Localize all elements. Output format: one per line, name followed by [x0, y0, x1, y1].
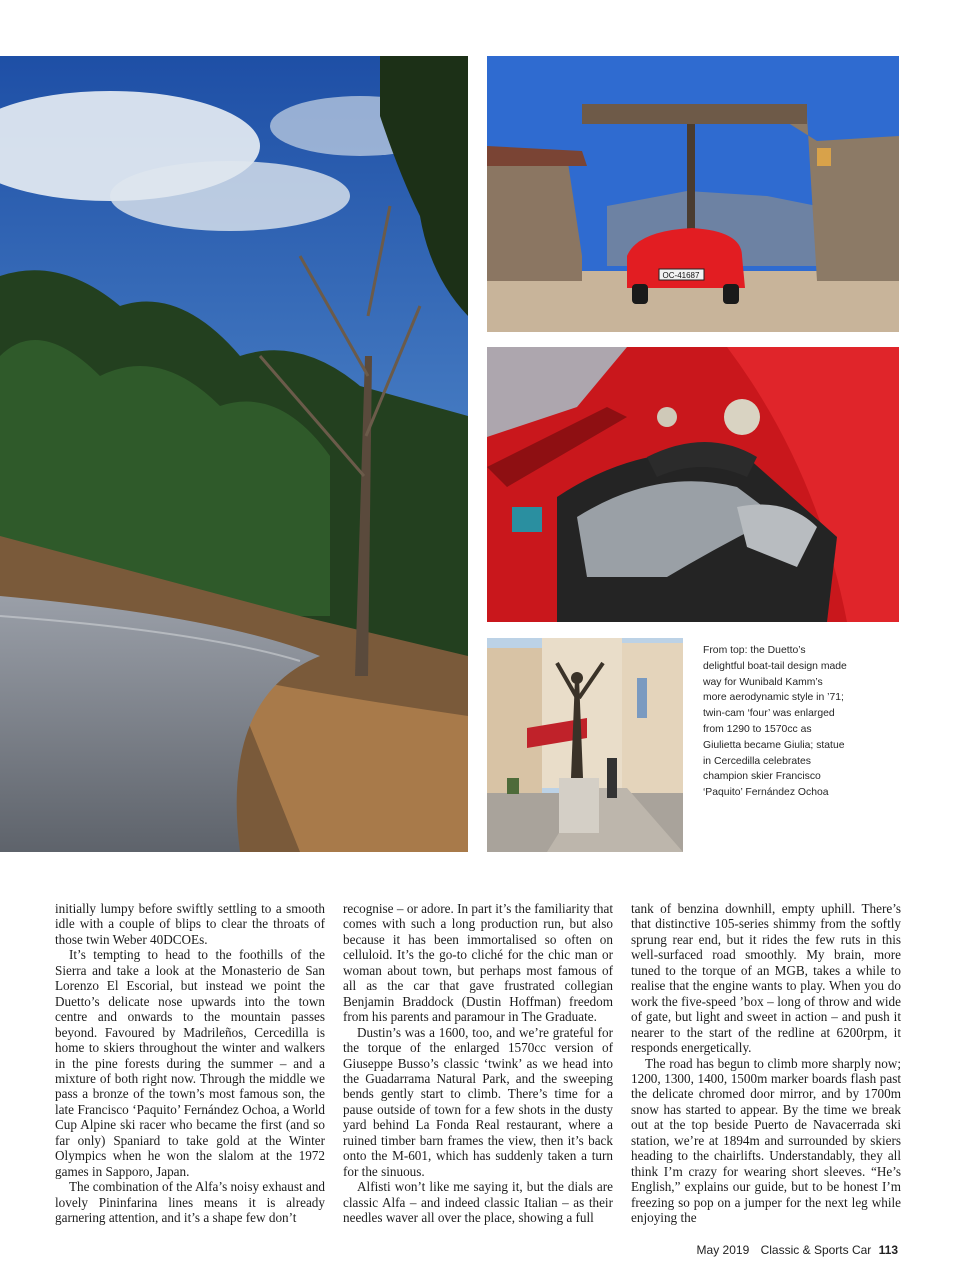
engine-photo-art — [487, 347, 899, 622]
body-paragraph: It’s tempting to head to the foothills of the Sierra and take a look at the Monasterio de San Lorenzo El Escorial, but instead we point the Duetto’s delicate nose upwards into the town centre and onwards to the mountain passes beyond. Favoured by Madrileños, Cercedilla is home to skiers throughout the winter and walkers in the pine forests during the summer – and a mixture of both right now. Through the middle we pass a bronze of the town’s most famous son, the late Francisco ‘Paquito’ Fernández Ochoa, a World Cup Alpine ski racer who became the first (and so far only) Spaniard to take gold at the Winter Olympics when he won the slalom at the 1972 games in Sapporo, Japan. — [55, 947, 325, 1179]
body-paragraph: Alfisti won’t like me saying it, but the dials are classic Alfa – and indeed classic Italian – as their needles waver all over the place, showing a full — [343, 1179, 613, 1226]
footer-issue-date: May 2019 — [696, 1243, 750, 1257]
car-photo — [487, 56, 899, 332]
text-column-3 — [631, 901, 901, 1226]
body-paragraph: initially lumpy before swiftly settling to a smooth idle with a couple of blips to clear the throats of those twin Weber 40DCOEs. — [55, 901, 325, 947]
car-photo-art — [487, 56, 899, 332]
footer-magazine-name: Classic & Sports Car — [760, 1243, 872, 1257]
license-plate: OC-41687 — [662, 271, 700, 280]
engine-photo — [487, 347, 899, 622]
body-paragraph: The road has begun to climb more sharply now; 1200, 1300, 1400, 1500m marker boards flash past the delicate chromed door mirror, and by 1700m snow has started to appear. By the time we break out at the top beside Puerto de Navacerrada ski station, we’re at 1894m and surrounded by skiers heading to the chairlifts. Understandably, they all think I’m crazy for wearing short sleeves. “He’s English,” explains our guide, but to be honest I’m freezing so pop on a jumper for the next leg while enjoying the — [631, 1055, 901, 1226]
statue-photo — [487, 638, 683, 852]
body-paragraph: Dustin’s was a 1600, too, and we’re grateful for the torque of the enlarged 1570cc version of Giuseppe Busso’s classic ‘twink’ as we head into the Guadarrama Natural Park, and the sweeping bends gently start to climb. There’s time for a pause outside of town for a few shots in the dusty yard behind La Fonda Real restaurant, where a ruined timber barn frames the view, then it’s back onto the M-601, which has suddenly taken a turn for the sinuous. — [343, 1024, 613, 1179]
text-column-2 — [343, 901, 613, 1226]
page-footer — [697, 1243, 898, 1257]
body-paragraph: tank of benzina downhill, empty uphill. There’s that distinctive 105-series shimmy from the softly sprung rear end, but it rides the few ruts in this well-surfaced road smoothly. My brain, more tuned to the torque of an MGB, takes a while to realise that the engine wants to play. When you do work the five-speed ’box – long of throw and wide of gate, but light and sweet in action – and push it nearer to the start of the redline at 6200rpm, it responds energetically. — [631, 901, 901, 1056]
road-photo — [0, 56, 468, 852]
photo-caption: From top: the Duetto’s delightful boat-tail design made way for Wunibald Kamm’s more aerodynamic style in ’71; twin-cam ‘four’ was enlarged from 1290 to 1570cc as Giulietta became Giulia; statue in Cercedilla celebrates champion skier Francisco ‘Paquito’ Fernández Ochoa — [703, 645, 847, 799]
body-paragraph: The combination of the Alfa’s noisy exhaust and lovely Pininfarina lines means it is already garnering attention, and it’s a shape few don’t — [55, 1179, 326, 1226]
body-paragraph: recognise – or adore. In part it’s the familiarity that comes with such a long production run, but also because it has been immortalised so often on celluloid. It’s the go-to cliché for the chic man or woman about town, but perhaps most famous of all as the car that gave frustrated collegian Benjamin Braddock (Dustin Hoffman) freedom from his parents and paramour in The Graduate. — [343, 901, 613, 1025]
footer-page-number: 113 — [878, 1243, 898, 1257]
road-photo-art — [0, 56, 468, 852]
statue-photo-art — [487, 638, 683, 852]
text-column-1 — [55, 901, 325, 1226]
